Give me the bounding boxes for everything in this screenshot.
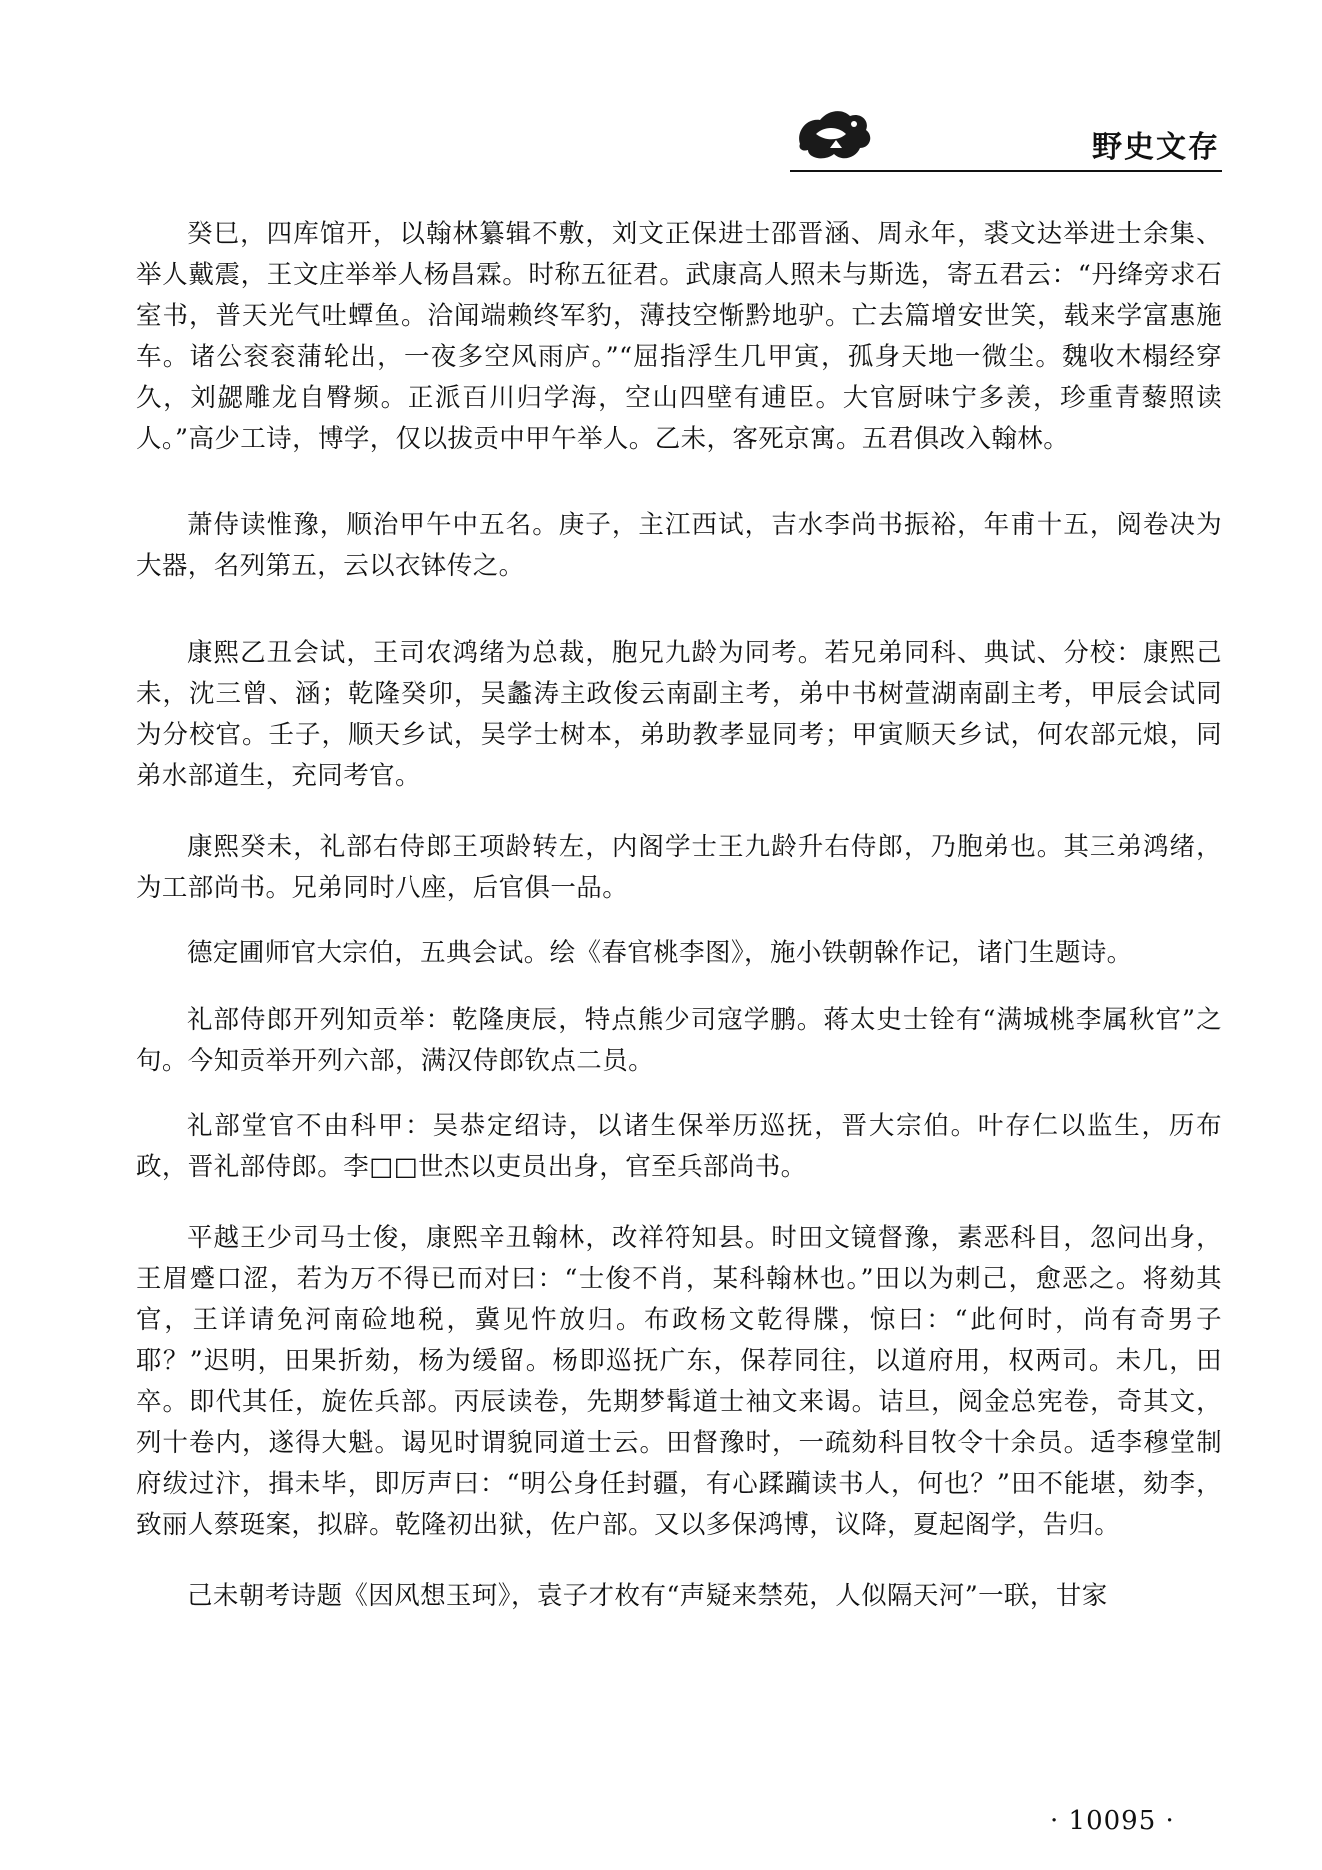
page-number: · 10095 · (1050, 1806, 1175, 1836)
paragraph-7: 礼部堂官不由科甲：吴恭定绍诗，以诸生保举历巡抚，晋大宗伯。叶存仁以监生，历布政，晋礼部侍郎。李□□世杰以吏员出身，官至兵部尚书。 (136, 1111, 1222, 1182)
running-header (790, 104, 1220, 176)
dragon-logo-icon (790, 104, 880, 166)
paragraph-6: 礼部侍郎开列知贡举：乾隆庚辰，特点熊少司寇学鹏。蒋太史士铨有“满城桃李属秋官”之句。今知贡举开列六部，满汉侍郎钦点二员。 (136, 1005, 1222, 1076)
paragraph-9: 己未朝考诗题《因风想玉珂》，袁子才枚有“声疑来禁苑，人似隔天河”一联，甘家 (187, 1581, 1108, 1611)
paragraph-4: 康熙癸未，礼部右侍郎王项龄转左，内阁学士王九龄升右侍郎，乃胞弟也。其三弟鸿绪，为工部尚书。兄弟同时八座，后官俱一品。 (136, 832, 1222, 903)
paragraph-2: 萧侍读惟豫，顺治甲午中五名。庚子，主江西试，吉水李尚书振裕，年甫十五，阅卷决为大器，名列第五，云以衣钵传之。 (136, 510, 1222, 581)
body-text (136, 214, 1222, 1617)
paragraph-5: 德定圃师官大宗伯，五典会试。绘《春官桃李图》，施小铁朝榦作记，诸门生题诗。 (187, 938, 1133, 968)
paragraph-1: 癸巳，四库馆开，以翰林纂辑不敷，刘文正保进士邵晋涵、周永年，裘文达举进士余集、举人戴震，王文庄举举人杨昌霖。时称五征君。武康高人照未与斯选，寄五君云：“丹绛旁求石室书，普天光气吐蟫鱼。洽闻端赖终军豹，薄技空惭黔地驴。亡去篇增安世笑，载来学富惠施车。诸公衮衮蒲轮出，一夜多空风雨庐。”“屈指浮生几甲寅，孤身天地一微尘。魏收木榻经穿久，刘勰雕龙自臀频。正派百川归学海，空山四壁有逋臣。大官厨味宁多羡，珍重青藜照读人。”高少工诗，博学，仅以拔贡中甲午举人。乙未，客死京寓。五君俱改入翰林。 (136, 219, 1222, 454)
paragraph-3: 康熙乙丑会试，王司农鸿绪为总裁，胞兄九龄为同考。若兄弟同科、典试、分校：康熙己未，沈三曾、涵；乾隆癸卯，吴蠡涛主政俊云南副主考，弟中书树萱湖南副主考，甲辰会试同为分校官。壬子，顺天乡试，吴学士树本，弟助教孝显同考；甲寅顺天乡试，何农部元烺，同弟水部道生，充同考官。 (136, 638, 1222, 791)
header-rule (790, 170, 1222, 172)
book-title: 野史文存 (1092, 130, 1220, 165)
paragraph-8: 平越王少司马士俊，康熙辛丑翰林，改祥符知县。时田文镜督豫，素恶科目，忽问出身，王眉蹙口涩，若为万不得已而对曰：“士俊不肖，某科翰林也。”田以为刺己，愈恶之。将劾其官，王详请免河南硷地税，冀见忤放归。布政杨文乾得牒，惊曰：“此何时，尚有奇男子耶？”迟明，田果折劾，杨为缓留。杨即巡抚广东，保荐同往，以道府用，权两司。未几，田卒。即代其任，旋佐兵部。丙辰读卷，先期梦髯道士袖文来谒。诘旦，阅金总宪卷，奇其文，列十卷内，遂得大魁。谒见时谓貌同道士云。田督豫时，一疏劾科目牧令十余员。适李穆堂制府绂过汴，揖未毕，即厉声曰：“明公身任封疆，有心蹂躏读书人，何也？”田不能堪，劾李，致丽人蔡珽案，拟辟。乾隆初出狱，佐户部。又以多保鸿博，议降，夏起阁学，告归。 (136, 1223, 1222, 1540)
